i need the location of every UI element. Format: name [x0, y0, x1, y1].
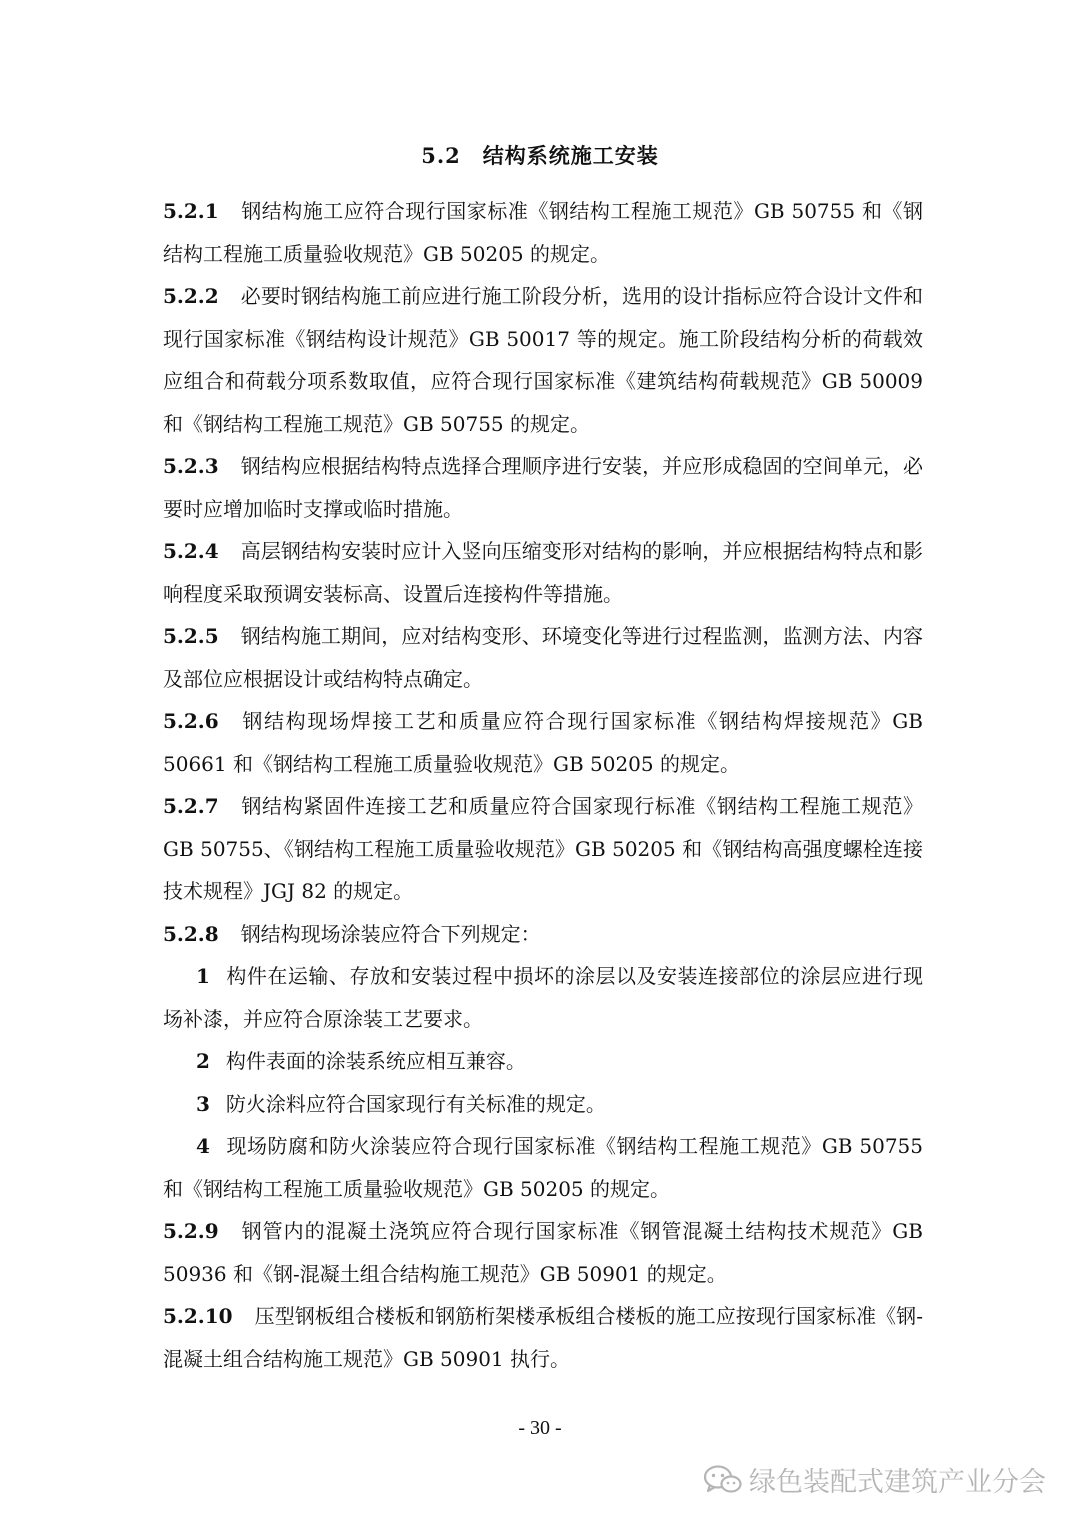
section-heading	[0, 140, 1080, 170]
clause-text: 高层钢结构安装时应计入竖向压缩变形对结构的影响，并应根据结构特点和影响程度采取预调安装标高、设置后连接构件等措施。	[163, 539, 923, 606]
item-number: 2	[196, 1049, 210, 1073]
clause-5-2-4	[163, 530, 923, 615]
clause-number: 5.2.3	[163, 454, 219, 478]
clause-text: 钢结构紧固件连接工艺和质量应符合国家现行标准《钢结构工程施工规范》GB 50755、《钢结构工程施工质量验收规范》GB 50205 和《钢结构高强度螺栓连接技术规程》JGJ 82 的规定。	[163, 794, 923, 903]
section-title: 结构系统施工安装	[482, 143, 659, 168]
clause-number: 5.2.6	[163, 709, 219, 733]
page-number: - 30 -	[518, 1417, 562, 1439]
clause-number: 5.2.10	[163, 1304, 233, 1328]
clause-text: 必要时钢结构施工前应进行施工阶段分析，选用的设计指标应符合设计文件和现行国家标准《钢结构设计规范》GB 50017 等的规定。施工阶段结构分析的荷载效应组合和荷载分项系数取值，应符合现行国家标准《建筑结构荷载规范》GB 50009 和《钢结构工程施工规范》GB 50755 的规定。	[163, 284, 923, 436]
clause-5-2-8	[163, 913, 923, 956]
item-number: 1	[196, 964, 210, 988]
list-item	[163, 955, 923, 1040]
clause-number: 5.2.9	[163, 1219, 219, 1243]
section-number: 5.2	[421, 143, 461, 168]
clause-text: 钢结构应根据结构特点选择合理顺序进行安装，并应形成稳固的空间单元，必要时应增加临时支撑或临时措施。	[163, 454, 923, 521]
clause-text: 钢管内的混凝土浇筑应符合现行国家标准《钢管混凝土结构技术规范》GB 50936 和《钢-混凝土组合结构施工规范》GB 50901 的规定。	[163, 1219, 923, 1286]
list-item	[163, 1125, 923, 1210]
list-item	[163, 1040, 923, 1083]
item-text: 构件表面的涂装系统应相互兼容。	[225, 1049, 526, 1073]
list-item	[163, 1083, 923, 1126]
clause-5-2-9	[163, 1210, 923, 1295]
clause-5-2-10	[163, 1295, 923, 1380]
clause-5-2-2	[163, 275, 923, 445]
clause-number: 5.2.2	[163, 284, 219, 308]
wechat-icon	[703, 1464, 743, 1496]
clause-text: 钢结构现场焊接工艺和质量应符合现行国家标准《钢结构焊接规范》GB 50661 和《钢结构工程施工质量验收规范》GB 50205 的规定。	[163, 709, 923, 776]
item-text: 防火涂料应符合国家现行有关标准的规定。	[225, 1091, 606, 1116]
clause-5-2-5	[163, 615, 923, 700]
clause-text: 钢结构现场涂装应符合下列规定：	[240, 921, 541, 946]
clause-text: 钢结构施工应符合现行国家标准《钢结构工程施工规范》GB 50755 和《钢结构工程施工质量验收规范》GB 50205 的规定。	[163, 199, 923, 266]
item-number: 3	[196, 1091, 210, 1116]
clause-number: 5.2.8	[163, 921, 219, 946]
clause-number: 5.2.4	[163, 539, 219, 563]
item-text: 构件在运输、存放和安装过程中损坏的涂层以及安装连接部位的涂层应进行现场补漆，并应符合原涂装工艺要求。	[163, 964, 923, 1031]
clause-number: 5.2.1	[163, 199, 219, 223]
clause-text: 钢结构施工期间，应对结构变形、环境变化等进行过程监测，监测方法、内容及部位应根据设计或结构特点确定。	[163, 624, 923, 691]
item-number: 4	[196, 1134, 210, 1158]
clause-5-2-3	[163, 445, 923, 530]
clause-5-2-6	[163, 700, 923, 785]
document-body	[163, 190, 923, 1380]
watermark-text: 绿色装配式建筑产业分会	[749, 1467, 1046, 1498]
clause-5-2-7	[163, 785, 923, 913]
clause-number: 5.2.7	[163, 794, 219, 818]
clause-number: 5.2.5	[163, 624, 219, 648]
clause-5-2-1	[163, 190, 923, 275]
watermark	[703, 1460, 1046, 1499]
clause-text: 压型钢板组合楼板和钢筋桁架楼承板组合楼板的施工应按现行国家标准《钢-混凝土组合结构施工规范》GB 50901 执行。	[163, 1304, 923, 1371]
item-text: 现场防腐和防火涂装应符合现行国家标准《钢结构工程施工规范》GB 50755 和《钢结构工程施工质量验收规范》GB 50205 的规定。	[163, 1134, 923, 1201]
